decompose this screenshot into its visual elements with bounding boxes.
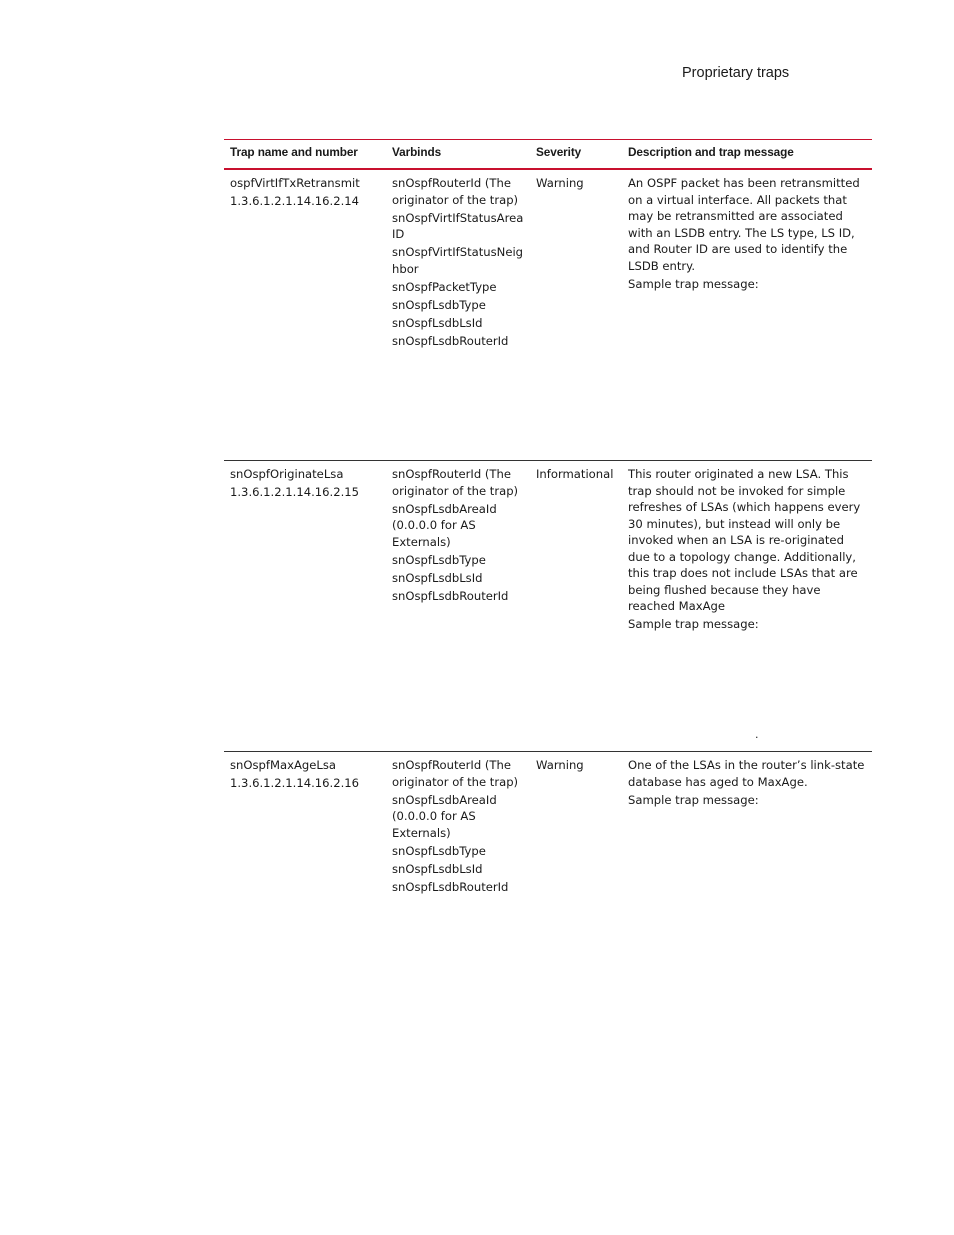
description-text: One of the LSAs in the router’s link-state database has aged to MaxAge. [628,758,865,789]
trap-oid: 1.3.6.1.2.1.14.16.2.15 [230,485,360,499]
severity-cell: Warning [536,758,584,772]
varbind: snOspfRouterId (The originator of the trap) [392,467,519,498]
trap-oid: 1.3.6.1.2.1.14.16.2.16 [230,776,360,790]
severity-cell: Warning [536,176,584,190]
column-header-varbinds: Varbinds [392,145,442,159]
trap-oid: 1.3.6.1.2.1.14.16.2.14 [230,194,360,208]
severity-cell: Informational [536,467,614,481]
table-row [224,170,872,461]
description-cell [622,170,872,460]
varbind: snOspfLsdbRouterId [392,588,509,603]
column-header-description: Description and trap message [628,145,794,159]
varbind: snOspfVirtIfStatusNeighbor [392,245,524,276]
trap-name-cell [224,170,386,460]
varbind: snOspfRouterId (The originator of the trap) [392,176,519,207]
table-header-row [224,140,872,170]
varbind: snOspfVirtIfStatusAreaID [392,210,524,241]
description-cell [622,461,872,751]
varbind: snOspfLsdbType [392,843,486,858]
trap-name: snOspfOriginateLsa [230,467,344,481]
varbind: snOspfLsdbLsId [392,570,483,585]
column-header-severity: Severity [536,145,582,159]
varbind: snOspfPacketType [392,279,497,294]
varbind: snOspfLsdbType [392,297,486,312]
running-header-title: Proprietary traps [682,65,790,81]
table-row [224,461,872,752]
sample-trap-label: Sample trap message: [628,617,759,631]
description-cell [622,752,872,922]
description-text: An OSPF packet has been retransmitted on a virtual interface. All packets that may be retransmitted are associated with an LSDB entry. The LS type, LS ID, and Router ID are used to identify the LSDB entry. [628,176,860,273]
varbind: snOspfLsdbAreaId (0.0.0.0 for AS Externals) [392,792,497,840]
varbind: snOspfLsdbRouterId [392,879,509,894]
varbinds-cell [386,752,530,922]
sample-trap-label: Sample trap message: [628,792,759,807]
sample-trap-label: Sample trap message: [628,276,759,291]
varbind: snOspfLsdbLsId [392,315,483,330]
varbind: snOspfLsdbRouterId [392,333,509,348]
varbind: snOspfLsdbAreaId (0.0.0.0 for AS Externals) [392,501,497,549]
trap-name: snOspfMaxAgeLsa [230,758,336,772]
table-row [224,752,872,922]
description-text: This router originated a new LSA. This trap should not be invoked for simple refreshes of LSAs (which happens every 30 minutes), but instead will only be invoked when an LSA is re-originated due to a topology change. Additionally, this trap does not include LSAs that are being flushed because they have reached MaxAge [628,467,861,613]
trap-name: ospfVirtIfTxRetransmit [230,176,360,190]
trap-name-cell [224,461,386,751]
stray-period-mark: . [755,728,759,741]
varbind: snOspfRouterId (The originator of the trap) [392,758,519,789]
varbinds-cell [386,461,530,751]
column-header-trap-name: Trap name and number [230,145,358,159]
trap-name-cell [224,752,386,922]
varbind: snOspfLsdbLsId [392,861,483,876]
trap-table [224,139,872,922]
varbinds-cell [386,170,530,460]
varbind: snOspfLsdbType [392,552,486,567]
